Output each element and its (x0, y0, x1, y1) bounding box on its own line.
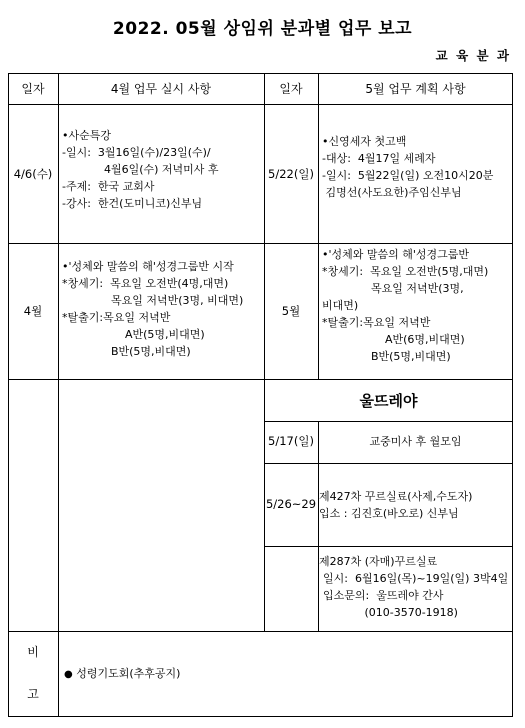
row2-right-date: 5월 (281, 304, 301, 318)
row2-may-content (322, 246, 488, 365)
ultreya-item-1 (318, 433, 513, 450)
text-line: 제427차 꾸르실료(사제,수도자) (319, 490, 473, 503)
remarks-text: 성령기도회(추후공지) (76, 667, 181, 680)
row1-may-content (322, 133, 493, 201)
text-line: 4월6일(수) 저녁미사 후 (62, 163, 219, 176)
row2-left-date: 4월 (23, 304, 43, 318)
text-line: •'성체와 말씀의 해'성경그룹반 (322, 248, 470, 261)
text-line: 목요일 저녁반(3명, (322, 282, 464, 295)
text-line: *창세기: 목요일 오전반(4명,대면) (62, 277, 229, 290)
row2-april-content (62, 258, 243, 360)
text-line: B반(5명,비대면) (322, 350, 451, 363)
text-line: A반(6명,비대면) (322, 333, 465, 346)
text-line: -일시: 3월16일(수)/23일(수)/ (62, 146, 211, 159)
remarks-label-bottom: 고 (27, 687, 39, 701)
row1-left-date: 4/6(수) (13, 167, 53, 181)
text-line: 일시: 6월16일(목)~19일(일) 3박4일 (323, 572, 509, 585)
divider (58, 631, 59, 717)
text-line: *창세기: 목요일 오전반(5명,대면) (322, 265, 489, 278)
text-line: A반(5명,비대면) (62, 328, 205, 341)
text-line: 목요일 저녁반(3명, 비대면) (62, 294, 244, 307)
page-title: 2022. 05월 상임위 분과별 업무 보고 (112, 19, 413, 39)
divider (8, 104, 513, 105)
text-line: -대상: 4월17일 세례자 (322, 152, 436, 165)
divider (264, 421, 513, 422)
text-line: B반(5명,비대면) (62, 345, 191, 358)
bullet-icon: ● (64, 669, 73, 680)
remarks-label-top: 비 (27, 645, 39, 659)
header-date-left: 일자 (21, 82, 45, 96)
row1-april-content (62, 127, 219, 212)
divider (264, 73, 265, 631)
department-label: 교 육 분 과 (435, 48, 511, 63)
text-line: 비대면) (322, 299, 359, 312)
text-line: 제287차 (자매)꾸르실료 (319, 555, 438, 568)
ultreya-item-3 (319, 553, 508, 621)
ultreya-item-2 (319, 488, 472, 522)
text-line: •'성체와 말씀의 해'성경그룹반 시작 (62, 260, 234, 273)
ultreya-date-2: 5/26~29 (265, 497, 317, 511)
text-line: •신영세자 첫고백 (322, 135, 407, 148)
header-date-right: 일자 (279, 82, 303, 96)
divider (58, 73, 59, 631)
header-may-plans: 5월 업무 계획 사항 (365, 82, 466, 96)
divider (264, 463, 513, 464)
text-line: •사순특강 (62, 129, 111, 142)
text-line: (010-3570-1918) (319, 606, 458, 619)
divider (8, 243, 513, 244)
text-line: 입소문의: 울뜨레야 간사 (323, 589, 444, 602)
ultreya-date-1: 5/17(일) (268, 434, 314, 448)
remarks-content (64, 665, 180, 683)
text-line: 교중미사 후 월모임 (369, 435, 462, 448)
ultreya-heading: 울뜨레야 (359, 392, 418, 410)
text-line: -주제: 한국 교회사 (62, 180, 155, 193)
header-april-tasks: 4월 업무 실시 사항 (110, 82, 212, 96)
text-line: -강사: 한건(도미니코)신부님 (62, 197, 203, 210)
text-line: 김명선(사도요한)주임신부님 (322, 186, 462, 199)
divider (8, 631, 513, 632)
divider (318, 73, 319, 379)
text-line: -일시: 5월22일(일) 오전10시20분 (322, 169, 494, 182)
text-line: *탈출기:목요일 저녁반 (62, 311, 171, 324)
divider (8, 379, 513, 380)
text-line: *탈출기:목요일 저녁반 (322, 316, 431, 329)
text-line: 입소 : 김진호(바오로) 신부님 (319, 507, 459, 520)
divider (264, 546, 513, 547)
row1-right-date: 5/22(일) (268, 167, 314, 181)
